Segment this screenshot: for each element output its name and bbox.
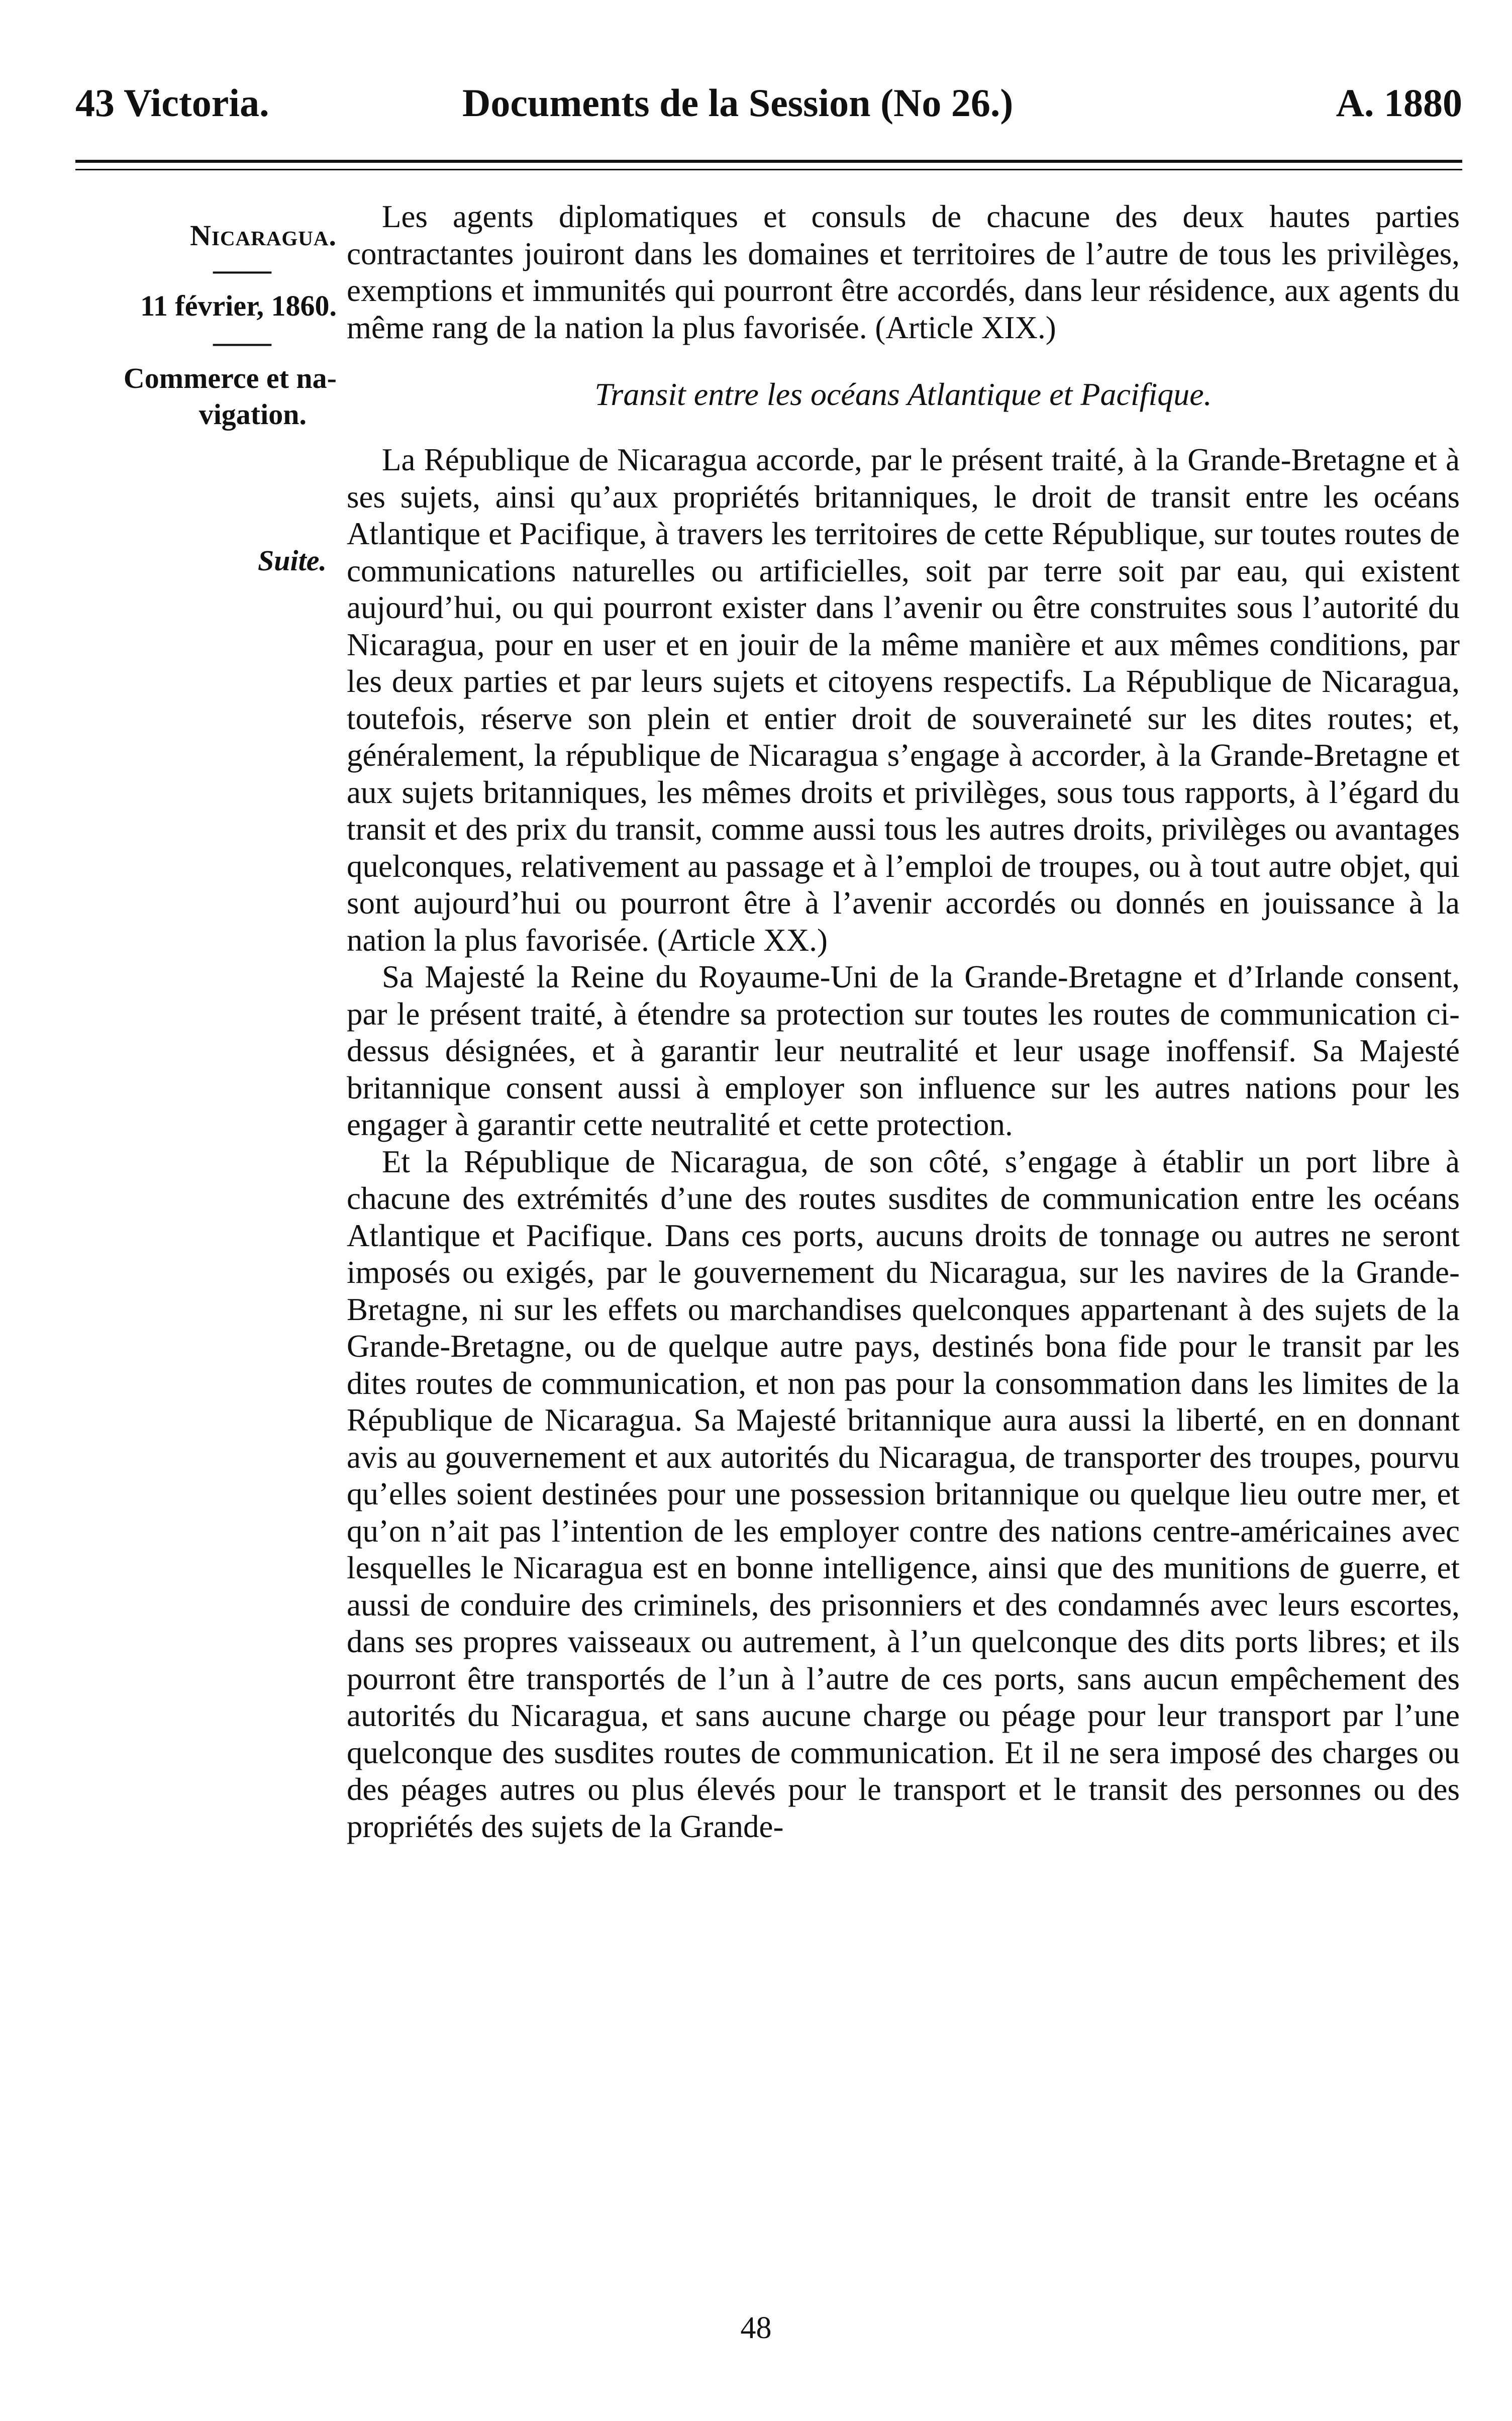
paragraph-protection: Sa Majesté la Reine du Royaume-Uni de la Grande-Bretagne et d’Irlande consent, par le présent traité, à étendre sa protection sur toutes les routes de communication ci-dessus désignées, et à garantir leur neutralité et leur usage inoffensif. Sa Majesté britannique consent aussi à employer son influence sur les autres nations pour les engager à garantir cette neutralité et cette protection. (347, 959, 1460, 1142)
paragraph-article-xx: La République de Nicaragua accorde, par le présent traité, à la Grande-Bretagne et à ses sujets, ainsi qu’aux propriétés britanniques, le droit de transit entre les océans Atlantique et Pacifique, à travers les territoires de cette République, sur toutes routes de communications naturelles ou artificielles, soit par terre soit par eau, qui existent aujourd’hui, ou qui pourront exister dans l’avenir ou être construites sous l’autorité du Nicaragua, pour en user et en jouir de la même manière et aux mêmes conditions, par les deux parties et par leurs sujets et citoyens respectifs. La République de Nicaragua, toutefois, réserve son plein et entier droit de souveraineté sur les dites routes; et, généralement, la république de Nicaragua s’engage à accorder, à la Grande-Bretagne et aux sujets britanniques, les mêmes droits et privilèges, sous tous rapports, à l’égard du transit et des prix du transit, comme aussi tous les autres droits, privilèges ou avantages quelconques, relativement au passage et à l’emploi de troupes, ou à tout autre objet, qui sont aujourd’hui ou pourront être à l’avenir accordés ou donnés en jouissance à la nation la plus favorisée. (Article XX.) (347, 442, 1460, 958)
page-header (75, 75, 1462, 131)
margin-date: 11 février, 1860. (140, 289, 337, 322)
header-rule-thin (75, 169, 1462, 170)
header-left: 43 Victoria. (75, 81, 269, 125)
header-right: A. 1880 (1336, 81, 1462, 125)
header-center: Documents de la Session (No 26.) (462, 81, 1014, 125)
margin-dash-1: —— (213, 253, 271, 286)
margin-topic-line2: vigation. (198, 398, 307, 431)
paragraph-free-ports: Et la République de Nicaragua, de son côté, s’engage à établir un port libre à chacune des extrémités d’une des routes susdites de communication entre les océans Atlantique et Pacifique. Dans ces ports, aucuns droits de tonnage ou autres ne seront imposés ou exigés, par le gouvernement du Nicaragua, sur les navires de la Grande-Bretagne, ni sur les effets ou marchandises quelconques appartenant à des sujets de la Grande-Bretagne, ou de quelque autre pays, destinés bona fide pour le transit par les dites routes de communication, et non pas pour la consommation dans les limites de la République de Nicaragua. Sa Majesté britannique aura aussi la liberté, en en donnant avis au gouvernement et aux autorités du Nicaragua, de transporter des troupes, pourvu qu’elles soient destinées pour une possession britannique ou quelque lieu outre mer, et qu’on n’ait pas l’intention de les employer contre des nations centre-américaines avec lesquelles le Nicaragua est en bonne intelligence, ainsi que des munitions de guerre, et aussi de conduire des criminels, des prisonniers et des condamnés avec leurs escortes, dans ses propres vaisseaux ou autrement, à l’un quelconque des dits ports libres; et ils pourront être transportés de l’un à l’autre de ces ports, sans aucun empêchement des autorités du Nicaragua, et sans aucune charge ou péage pour leur transport par l’une quelconque des susdites routes de communication. Et il ne sera imposé des charges ou des péages autres ou plus élevés pour le transport et le transit des personnes ou des propriétés des sujets de la Grande- (347, 1144, 1460, 1844)
margin-topic-line1: Commerce et na- (123, 362, 337, 394)
margin-suite: Suite. (258, 544, 327, 577)
margin-country: Nicaragua. (190, 219, 337, 252)
page-number: 48 (740, 2311, 772, 2345)
header-rule-thick (75, 160, 1462, 163)
paragraph-article-xix: Les agents diplomatiques et consuls de chacune des deux hautes parties contractantes jouiront dans les domaines et territoires de l’autre de tous les privilèges, exemptions et immunités qui pourront être accordés, dans leur résidence, aux agents du même rang de la nation la plus favorisée. (Article XIX.) (347, 199, 1460, 345)
section-subtitle: Transit entre les océans Atlantique et Pacifique. (594, 376, 1212, 412)
margin-dash-2: —— (213, 326, 271, 358)
main-text (347, 198, 1460, 1845)
